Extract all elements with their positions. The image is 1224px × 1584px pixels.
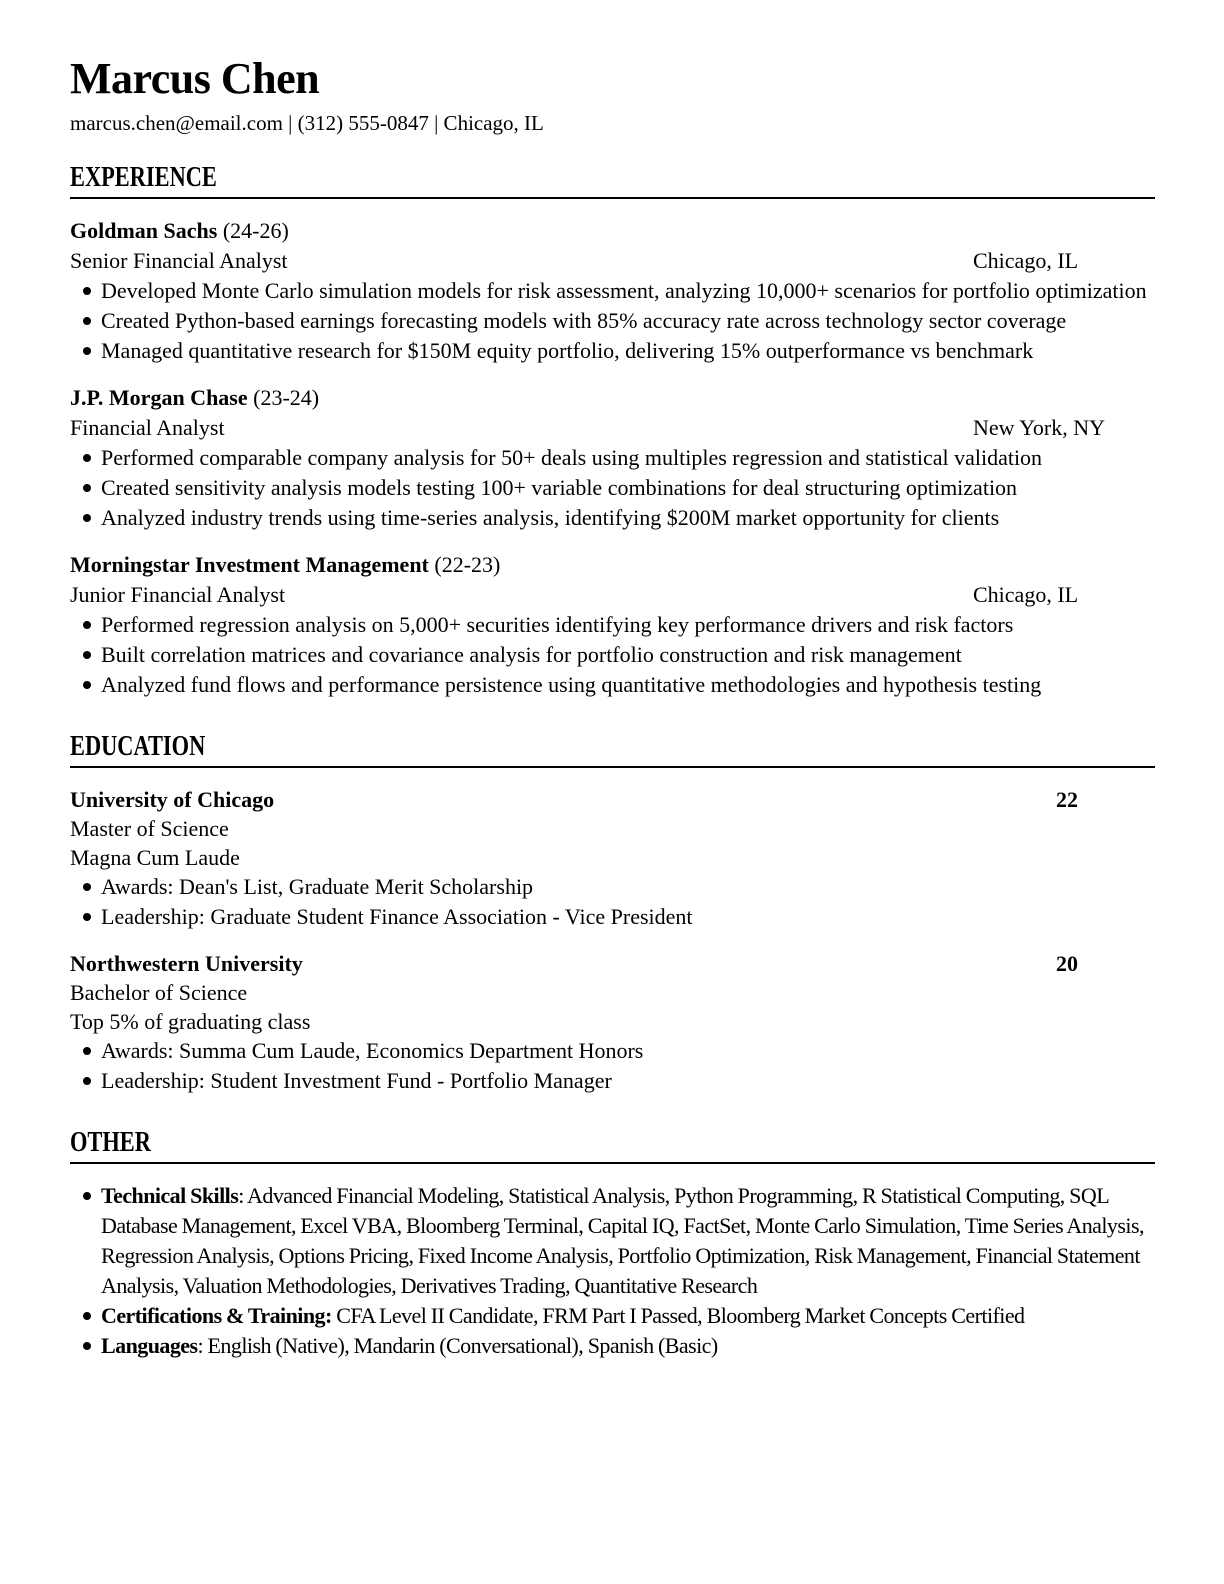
other-heading: OTHER <box>70 1128 1155 1164</box>
other-bullet-certifications <box>70 1301 1155 1331</box>
other-bullet-languages: Languages: English (Native), Mandarin (Conversational), Spanish (Basic) <box>70 1331 1155 1361</box>
company-name: Goldman Sachs <box>70 217 218 243</box>
job-bullet-list <box>70 610 1155 700</box>
job-bullet: Created Python-based earnings forecasting models with 85% accuracy rate across technology sector coverage <box>70 306 1155 336</box>
job-bullet: Created sensitivity analysis models testing 100+ variable combinations for deal structuring optimization <box>70 473 1155 503</box>
job-dates: (24-26) <box>222 217 289 243</box>
job-role: Financial Analyst <box>70 414 225 440</box>
job-subheader <box>70 580 1155 610</box>
school-bullet: Leadership: Student Investment Fund - Portfolio Manager <box>70 1066 1155 1096</box>
company-name: J.P. Morgan Chase <box>70 384 248 410</box>
other-label: Languages <box>101 1332 198 1358</box>
other-bullet-technical-skills: Technical Skills: Advanced Financial Modeling, Statistical Analysis, Python Programming, R Statistical Computing, SQL Database Management, Excel VBA, Bloomberg Terminal, Capital IQ, FactSet, Monte Carlo Simulation, Time Series Analysis, Regression Analysis, Options Pricing, Fixed Income Analysis, Portfolio Optimization, Risk Management, Financial Statement Analysis, Valuation Methodologies, Derivatives Trading, Quantitative Research <box>70 1181 1155 1301</box>
job-bullet-list <box>70 443 1155 533</box>
job-role: Senior Financial Analyst <box>70 247 288 273</box>
honors: Top 5% of graduating class <box>70 1008 311 1034</box>
job-dates: (23-24) <box>253 384 320 410</box>
honors: Magna Cum Laude <box>70 844 240 870</box>
school-name: Northwestern University <box>70 950 303 976</box>
school-name: University of Chicago <box>70 786 275 812</box>
experience-heading: EXPERIENCE <box>70 163 1155 199</box>
job-bullet: Managed quantitative research for $150M equity portfolio, delivering 15% outperformance vs benchmark <box>70 336 1155 366</box>
person-name: Marcus Chen <box>70 54 320 103</box>
job-bullet: Performed comparable company analysis for 50+ deals using multiples regression and statistical validation <box>70 443 1155 473</box>
school-entry <box>70 949 1155 1096</box>
graduation-year: 20 <box>1056 950 1078 976</box>
school-bullet: Awards: Dean's List, Graduate Merit Scholarship <box>70 872 1155 902</box>
job-bullet-list <box>70 276 1155 366</box>
job-entry <box>70 383 1155 533</box>
job-location: Chicago, IL <box>973 581 1079 607</box>
other-text: CFA Level II Candidate, FRM Part I Passed, Bloomberg Market Concepts Certified <box>336 1302 1025 1328</box>
degree: Master of Science <box>70 815 229 841</box>
job-bullet: Built correlation matrices and covariance analysis for portfolio construction and risk management <box>70 640 1155 670</box>
section-experience <box>70 163 1155 700</box>
resume-header <box>70 54 1155 137</box>
degree: Bachelor of Science <box>70 979 248 1005</box>
other-text: Advanced Financial Modeling, Statistical Analysis, Python Programming, R Statistical Computing, SQL Database Management, Excel VBA, Bloomberg Terminal, Capital IQ, FactSet, Monte Carlo Simulation, Time Series Analysis, Regression Analysis, Options Pricing, Fixed Income Analysis, Portfolio Optimization, Risk Management, Financial Statement Analysis, Valuation Methodologies, Derivatives Trading, Quantitative Research <box>101 1182 1144 1298</box>
school-entry <box>70 785 1155 932</box>
school-bullet-list <box>70 1036 1155 1096</box>
job-bullet: Performed regression analysis on 5,000+ securities identifying key performance drivers and risk factors <box>70 610 1155 640</box>
job-dates: (22-23) <box>434 551 501 577</box>
job-header <box>70 216 1155 246</box>
school-bullet: Leadership: Graduate Student Finance Association - Vice President <box>70 902 1155 932</box>
job-location: Chicago, IL <box>973 247 1079 273</box>
other-label: Technical Skills <box>101 1182 239 1208</box>
section-education <box>70 732 1155 1096</box>
job-bullet: Analyzed industry trends using time-series analysis, identifying $200M market opportunity for clients <box>70 503 1155 533</box>
job-header <box>70 550 1155 580</box>
other-label: Certifications & Training: <box>101 1302 332 1328</box>
job-subheader <box>70 413 1155 443</box>
job-bullet: Developed Monte Carlo simulation models for risk assessment, analyzing 10,000+ scenarios for portfolio optimization <box>70 276 1155 306</box>
other-list-wrap <box>70 1181 1155 1361</box>
job-role: Junior Financial Analyst <box>70 581 286 607</box>
contact-line: marcus.chen@email.com | (312) 555-0847 | Chicago, IL <box>70 110 544 135</box>
job-location: New York, NY <box>973 414 1106 440</box>
job-entry <box>70 216 1155 366</box>
education-heading: EDUCATION <box>70 732 1155 768</box>
school-header <box>70 949 1155 978</box>
other-bullet-list <box>70 1181 1155 1361</box>
school-header <box>70 785 1155 814</box>
job-bullet: Analyzed fund flows and performance persistence using quantitative methodologies and hypothesis testing <box>70 670 1155 700</box>
graduation-year: 22 <box>1056 786 1078 812</box>
school-bullet: Awards: Summa Cum Laude, Economics Department Honors <box>70 1036 1155 1066</box>
school-bullet-list <box>70 872 1155 932</box>
other-text: English (Native), Mandarin (Conversational), Spanish (Basic) <box>207 1332 718 1358</box>
section-other <box>70 1128 1155 1361</box>
job-entry <box>70 550 1155 700</box>
job-subheader <box>70 246 1155 276</box>
company-name: Morningstar Investment Management <box>70 551 429 577</box>
job-header <box>70 383 1155 413</box>
